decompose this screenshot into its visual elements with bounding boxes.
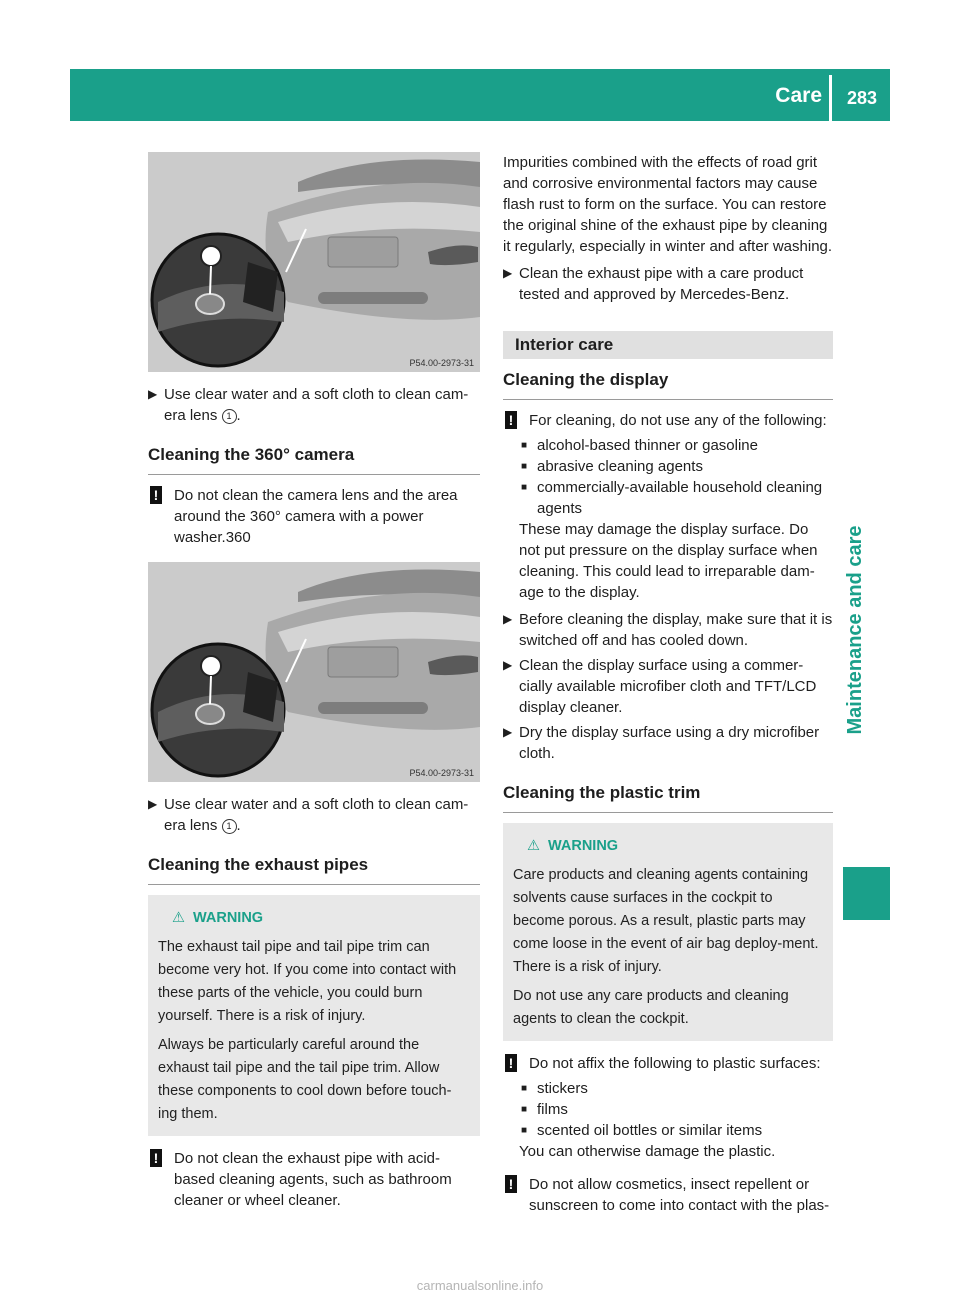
figure-code: P54.00-2973-31	[409, 358, 474, 368]
note-plastic-surfaces	[503, 1053, 833, 1074]
side-chapter-tab[interactable]	[843, 480, 867, 780]
caution-icon: !	[505, 411, 517, 429]
step-text: Before cleaning the display, make sure that it is switched off and has cooled down.	[519, 611, 833, 649]
heading-cleaning-display: Cleaning the display	[503, 369, 833, 400]
step-arrow-icon: ▶	[148, 797, 158, 811]
list-item	[503, 477, 833, 519]
step-arrow-icon: ▶	[503, 725, 513, 739]
chapter-marker	[843, 867, 890, 920]
step-clean-lens-2	[148, 794, 480, 836]
header-divider	[829, 75, 832, 121]
page-header	[70, 69, 890, 121]
display-warning-text: These may damage the display surface. Do not put pressure on the display surface when cleaning. This could lead to irreparable dam-age to the display.	[519, 521, 818, 601]
heading-exhaust-pipes: Cleaning the exhaust pipes	[148, 854, 480, 885]
step-text: Clean the exhaust pipe with a care product tested and approved by Mercedes-Benz.	[519, 265, 804, 303]
warning-triangle-icon: ⚠	[172, 910, 185, 926]
warning-triangle-icon: ⚠	[527, 838, 540, 854]
page-number: 283	[846, 88, 878, 108]
bullet-icon: ■	[521, 461, 528, 472]
chapter-title: Care	[775, 84, 822, 107]
note-text: Do not clean the exhaust pipe with acid-based cleaning agents, such as bathroom cleaner or wheel cleaner.	[174, 1150, 452, 1209]
caution-icon: !	[505, 1175, 517, 1193]
list-item-text: films	[537, 1101, 568, 1118]
step-text: Use clear water and a soft cloth to clean cam-era lens	[164, 386, 469, 424]
warning-label: WARNING	[193, 910, 264, 926]
right-column	[503, 152, 833, 1216]
list-item-text: stickers	[537, 1080, 588, 1097]
callout-1-icon: 1	[222, 819, 237, 834]
warning-paragraph: Do not use any care products and cleaning agents to clean the cockpit.	[513, 988, 789, 1027]
note-display	[503, 410, 833, 431]
step-arrow-icon: ▶	[503, 612, 513, 626]
bullet-icon: ■	[521, 482, 528, 493]
note-text: Do not clean the camera lens and the area around the 360° camera with a power washer.360	[174, 487, 458, 546]
list-item-text: commercially-available household cleaning agents	[537, 479, 823, 517]
figure-code: P54.00-2973-31	[409, 768, 474, 778]
step-display-1	[503, 609, 833, 651]
note-cosmetics	[503, 1174, 833, 1216]
list-item	[503, 435, 833, 456]
warning-exhaust-box	[148, 895, 480, 1136]
note-text: Do not affix the following to plastic surfaces:	[529, 1055, 821, 1072]
section-interior-care: Interior care	[503, 331, 833, 359]
left-column	[148, 152, 480, 1211]
side-chapter-label: Maintenance and care	[844, 525, 866, 735]
callout-1-icon: 1	[222, 409, 237, 424]
plastic-damage-text: You can otherwise damage the plastic.	[519, 1143, 776, 1160]
warning-label: WARNING	[548, 838, 619, 854]
step-clean-exhaust	[503, 263, 833, 305]
heading-360-camera: Cleaning the 360° camera	[148, 444, 480, 475]
step-text: Clean the display surface using a commer-cially available microfiber cloth and TFT/LCD display cleaner.	[519, 657, 817, 716]
warning-paragraph: The exhaust tail pipe and tail pipe trim can become very hot. If you come into contact with these parts of the vehicle, you could burn yourself. There is a risk of injury.	[158, 939, 457, 1024]
list-item	[503, 1099, 833, 1120]
camera-figure-1	[148, 152, 480, 372]
camera-figure-2	[148, 562, 480, 782]
watermark: carmanualsonline.info	[416, 1278, 544, 1293]
note-exhaust-acid	[148, 1148, 480, 1211]
caution-icon: !	[150, 486, 162, 504]
warning-plastic-box	[503, 823, 833, 1041]
list-item	[503, 456, 833, 477]
list-item-text: abrasive cleaning agents	[537, 458, 703, 475]
step-text: Use clear water and a soft cloth to clean cam-era lens	[164, 796, 469, 834]
step-text: Dry the display surface using a dry microfiber cloth.	[519, 724, 820, 762]
step-arrow-icon: ▶	[148, 387, 158, 401]
heading-plastic-trim: Cleaning the plastic trim	[503, 782, 833, 813]
warning-header	[527, 835, 823, 858]
note-360-camera	[148, 485, 480, 548]
step-text-end: .	[236, 407, 241, 424]
step-display-2	[503, 655, 833, 718]
bullet-icon: ■	[521, 1104, 528, 1115]
warning-header	[172, 907, 470, 930]
list-item-text: scented oil bottles or similar items	[537, 1122, 763, 1139]
step-arrow-icon: ▶	[503, 266, 513, 280]
caution-icon: !	[505, 1054, 517, 1072]
step-text-end: .	[236, 817, 241, 834]
bullet-icon: ■	[521, 1083, 528, 1094]
note-text: For cleaning, do not use any of the following:	[529, 412, 827, 429]
step-arrow-icon: ▶	[503, 658, 513, 672]
warning-paragraph: Always be particularly careful around the exhaust tail pipe and the tail pipe trim. Allow these components to cool down before touch-ing them.	[158, 1037, 452, 1122]
list-item	[503, 1078, 833, 1099]
display-bullet-list	[503, 435, 833, 519]
plastic-bullet-list	[503, 1078, 833, 1141]
car-rear-illustration	[148, 152, 480, 372]
note-text: Do not allow cosmetics, insect repellent or sunscreen to come into contact with the plas-	[529, 1176, 830, 1214]
list-item-text: alcohol-based thinner or gasoline	[537, 437, 758, 454]
bullet-icon: ■	[521, 440, 528, 451]
bullet-icon: ■	[521, 1125, 528, 1136]
exhaust-intro-text: Impurities combined with the effects of road grit and corrosive environmental factors may cause flash rust to form on the surface. You can restore the original shine of the exhaust pipe by cleaning it regularly, especially in winter and after washing.	[503, 154, 833, 255]
warning-paragraph: Care products and cleaning agents containing solvents cause surfaces in the cockpit to become porous. As a result, plastic parts may come loose in the event of air bag deploy-ment. There is a risk of injury.	[513, 867, 819, 975]
step-clean-lens-1	[148, 384, 480, 426]
list-item	[503, 1120, 833, 1141]
caution-icon: !	[150, 1149, 162, 1167]
step-display-3	[503, 722, 833, 764]
car-rear-illustration-2	[148, 562, 480, 782]
